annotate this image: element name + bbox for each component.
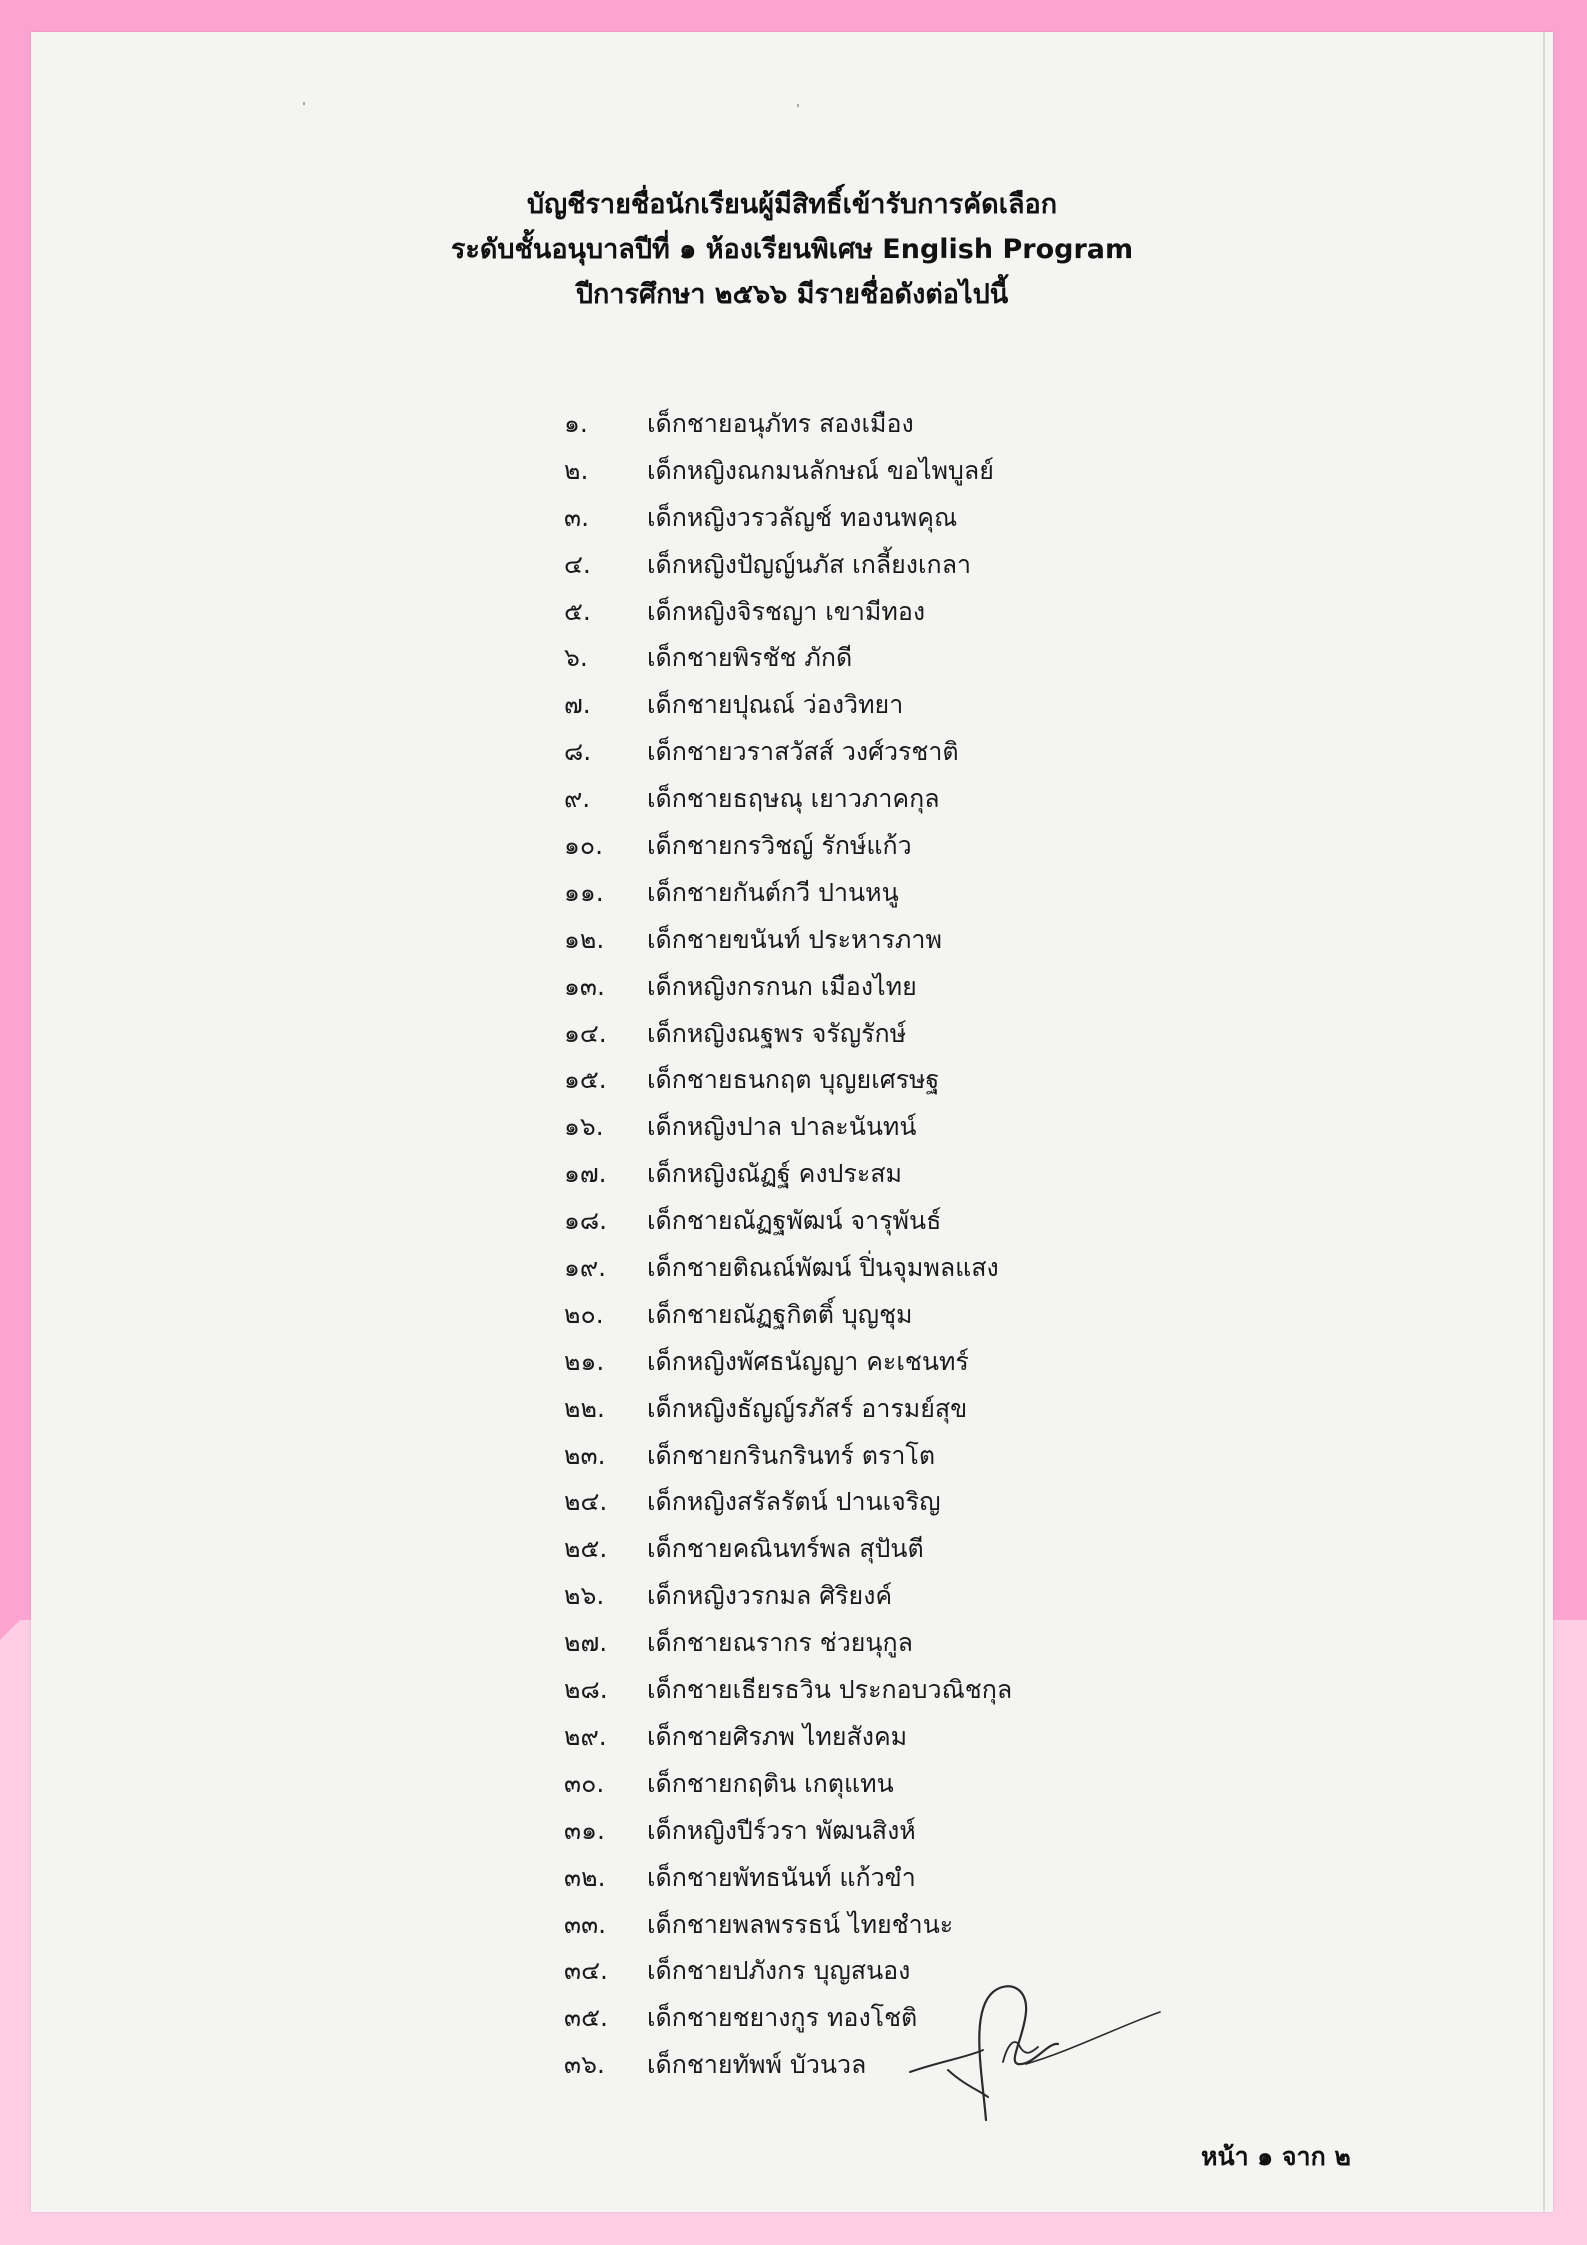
list-item	[564, 1057, 1264, 1104]
list-item	[564, 823, 1264, 870]
page-number: หน้า ๑ จาก ๒	[1201, 2142, 1351, 2171]
list-item	[564, 448, 1264, 495]
student-number: ๑๖.	[564, 1112, 604, 1142]
list-item	[564, 1245, 1264, 1292]
student-name: เด็กหญิงณฐพร จรัญรักษ์	[647, 1018, 907, 1048]
student-number: ๑๗.	[564, 1159, 607, 1189]
list-item	[564, 1151, 1264, 1198]
student-number: ๔.	[564, 549, 591, 579]
student-name: เด็กชายคณินทร์พล สุปันตี	[647, 1534, 924, 1564]
student-name: เด็กชายปุณณ์ ว่องวิทยา	[647, 690, 904, 720]
student-name: เด็กชายติณณ์พัฒน์ ปิ่นจุมพลแสง	[647, 1253, 999, 1283]
list-item	[564, 1339, 1264, 1386]
student-number: ๑๒.	[564, 924, 605, 954]
student-number: ๓๐.	[564, 1768, 605, 1798]
student-name: เด็กหญิงปาล ปาละนันทน์	[647, 1112, 917, 1142]
student-number: ๓๔.	[564, 1956, 608, 1986]
list-item	[564, 682, 1264, 729]
student-name: เด็กชายกฤติน เกตุแทน	[647, 1768, 894, 1798]
student-number: ๖.	[564, 643, 588, 673]
list-item	[564, 1433, 1264, 1480]
student-number: ๓๒.	[564, 1862, 606, 1892]
student-name: เด็กชายอนุภัทร สองเมือง	[647, 409, 914, 438]
student-name: เด็กหญิงปีร์วรา พัฒนสิงห์	[647, 1815, 916, 1845]
student-name: เด็กชายธนกฤต บุญยเศรษฐ	[647, 1065, 940, 1095]
student-name: เด็กชายพัทธนันท์ แก้วขำ	[647, 1862, 916, 1892]
page-edge-line	[1543, 32, 1545, 2212]
student-number: ๒๐.	[564, 1299, 604, 1329]
list-item	[564, 1292, 1264, 1339]
student-name: เด็กชายกรินกรินทร์ ตราโต	[647, 1440, 936, 1470]
student-number: ๒๒.	[564, 1393, 605, 1423]
student-number: ๓๕.	[564, 2003, 608, 2033]
student-name: เด็กชายณัฏฐกิตติ์ บุญชุม	[647, 1299, 913, 1329]
student-name: เด็กหญิงณกมนลักษณ์ ขอไพบูลย์	[647, 455, 994, 485]
list-item	[564, 1902, 1264, 1949]
student-name: เด็กหญิงจิรชญา เขามีทอง	[647, 596, 926, 626]
scan-speck	[303, 102, 305, 105]
student-number: ๒๔.	[564, 1487, 608, 1517]
student-name: เด็กชายทัพพ์ บัวนวล	[647, 2050, 867, 2080]
list-item	[564, 1479, 1264, 1526]
heading-line-2: ระดับชั้นอนุบาลปีที่ ๑ ห้องเรียนพิเศษ English Program	[450, 234, 1134, 265]
student-number: ๓๖.	[564, 2050, 605, 2080]
student-number: ๒๓.	[564, 1440, 606, 1470]
student-number: ๒.	[564, 455, 589, 485]
student-name: เด็กชายณัฏฐพัฒน์ จารุพันธ์	[647, 1206, 942, 1236]
student-name: เด็กชายณรากร ช่วยนุกูล	[647, 1628, 913, 1658]
list-item	[564, 401, 1264, 448]
list-item	[564, 1714, 1264, 1761]
signature-icon	[908, 1952, 1168, 2132]
scan-speck	[797, 104, 799, 107]
student-name: เด็กหญิงณัฏฐ์ คงประสม	[647, 1159, 903, 1189]
student-number: ๒๗.	[564, 1628, 608, 1658]
student-number: ๑๓.	[564, 971, 605, 1001]
student-number: ๓.	[564, 502, 590, 532]
list-item	[564, 1667, 1264, 1714]
list-item	[564, 870, 1264, 917]
list-item	[564, 917, 1264, 964]
student-name: เด็กชายศิรภพ ไทยสังคม	[647, 1721, 908, 1751]
list-item	[564, 495, 1264, 542]
student-list	[564, 401, 1264, 2089]
student-name: เด็กหญิงพัศธนัญญา คะเชนทร์	[647, 1346, 969, 1376]
list-item	[564, 635, 1264, 682]
student-number: ๑๘.	[564, 1206, 608, 1236]
list-item	[564, 542, 1264, 589]
student-number: ๒๕.	[564, 1534, 608, 1564]
student-number: ๑๑.	[564, 877, 604, 907]
student-name: เด็กหญิงกรกนก เมืองไทย	[647, 971, 917, 1001]
student-number: ๗.	[564, 690, 591, 720]
student-number: ๒๑.	[564, 1346, 605, 1376]
heading-line-1: บัญชีรายชื่อนักเรียนผู้มีสิทธิ์เข้ารับการคัดเลือก	[526, 189, 1058, 220]
list-item	[564, 1620, 1264, 1667]
student-number: ๓๑.	[564, 1815, 605, 1845]
list-item	[564, 589, 1264, 636]
student-name: เด็กชายเธียรธวิน ประกอบวณิชกุล	[647, 1675, 1013, 1705]
student-number: ๒๖.	[564, 1581, 605, 1611]
student-number: ๕.	[564, 596, 591, 626]
list-item	[564, 729, 1264, 776]
student-name: เด็กชายปภังกร บุญสนอง	[647, 1956, 911, 1986]
student-number: ๑.	[564, 409, 588, 438]
student-name: เด็กหญิงปัญญ์นภัส เกลี้ยงเกลา	[647, 549, 972, 579]
student-number: ๑๕.	[564, 1065, 607, 1095]
list-item	[564, 1761, 1264, 1808]
student-name: เด็กหญิงวรกมล ศิริยงค์	[647, 1581, 893, 1611]
student-name: เด็กชายชยางกูร ทองโชติ	[647, 2003, 918, 2033]
student-number: ๘.	[564, 737, 592, 767]
student-number: ๑๔.	[564, 1018, 607, 1048]
student-name: เด็กชายพิรชัช ภักดี	[647, 643, 853, 673]
list-item	[564, 1011, 1264, 1058]
list-item	[564, 1526, 1264, 1573]
student-name: เด็กชายขนันท์ ประหารภาพ	[647, 924, 942, 954]
list-item	[564, 776, 1264, 823]
student-number: ๑๐.	[564, 831, 604, 861]
student-name: เด็กชายธฤษณุ เยาวภาคกุล	[647, 784, 940, 814]
document-page	[31, 32, 1553, 2212]
student-number: ๒๙.	[564, 1721, 607, 1751]
student-name: เด็กหญิงสรัลรัตน์ ปานเจริญ	[647, 1487, 941, 1517]
student-number: ๓๓.	[564, 1909, 607, 1939]
student-number: ๑๙.	[564, 1253, 607, 1283]
list-item	[564, 1386, 1264, 1433]
student-name: เด็กหญิงธัญญ์รภัสร์ อารมย์สุข	[647, 1393, 968, 1423]
student-number: ๒๘.	[564, 1675, 608, 1705]
heading-line-3: ปีการศึกษา ๒๕๖๖ มีรายชื่อดังต่อไปนี้	[575, 279, 1009, 310]
list-item	[564, 1573, 1264, 1620]
student-name: เด็กชายกันต์กวี ปานหนู	[647, 877, 899, 907]
student-number: ๙.	[564, 784, 591, 814]
student-name: เด็กชายพลพรรธน์ ไทยชำนะ	[647, 1909, 954, 1939]
student-name: เด็กชายวราสวัสส์ วงศ์วรชาติ	[647, 737, 959, 767]
student-name: เด็กชายกรวิชญ์ รักษ์แก้ว	[647, 831, 912, 861]
list-item	[564, 1808, 1264, 1855]
list-item	[564, 1104, 1264, 1151]
document-heading	[31, 182, 1553, 317]
student-name: เด็กหญิงวรวลัญช์ ทองนพคุณ	[647, 502, 958, 532]
list-item	[564, 964, 1264, 1011]
list-item	[564, 1198, 1264, 1245]
list-item	[564, 1855, 1264, 1902]
